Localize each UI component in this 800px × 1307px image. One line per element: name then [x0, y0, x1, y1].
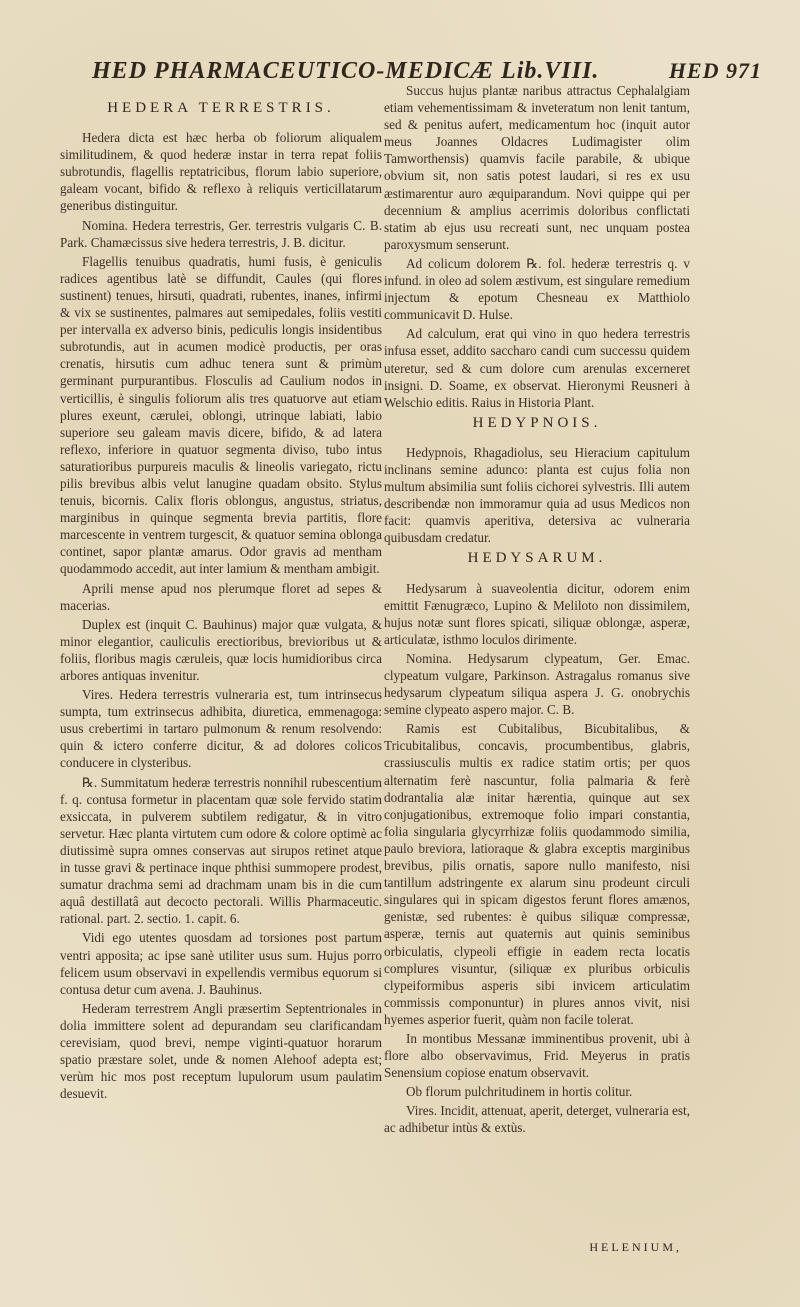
paragraph: Ramis est Cubitalibus, Bicubitalibus, & Tricubitalibus, concavis, procumbentibus, glabris, crassiusculis multis ex radice statim ortis; per quos alternatim ferè nascuntur, folia palmaria & ferè dodrantalia alæ initar hærentia, quinque aut sex conjugationibus, extremoque folio impari constantia, folia singularia glycyrrhizæ foliis quodammodo similia, paulo breviora, latioraque & glabra exceptis marginibus brevibus, pilis ornatis, sapore nullo manifesto, nisi tantillum adstringente ex alarum sinu prodeunt circuli singulares qui in spicam digestos ferunt flores amænos, genistæ, sed rubentes: è quibus siliquæ compressæ, asperæ, ternis aut quaternis aut quinis seminibus orbiculatis, clypeoli effigie in eadem recta locatis complures visuntur, (siliquæ ex pluribus orbiculis clypeiformibus asperis sibi invicem articulatim commissis componuntur) in plures annos vivit, nisi hyemes asperior fuerit, quàm non facile tolerat.: [384, 721, 690, 1027]
running-title: HED PHARMACEUTICO-MEDICÆ Lib.VIII.: [92, 58, 600, 84]
paragraph: Succus hujus plantæ naribus attractus Cephalalgiam etiam vehementissimam & inveteratum non lenit tantum, sed & penitus aufert, medicamentum hoc (inquit autor meus Joannes Oldacres Ludimagister olim Tamworthensis) quamvis facile parabile, & ubique obvium sit, non satis potest laudari, si res ex usu æstimarentur auro æquiparandum. Novi quippe qui per decennium & amplius acerrimis doloribus conflictati statim ab ejus usu recreati sunt, nec unquam postea paroxysmum senserunt.: [384, 83, 690, 252]
paragraph: Flagellis tenuibus quadratis, humi fusis, è geniculis radices agentibus latè se diffundit, Caules (qui flores sustinent) tenues, hirsuti, quadrati, rubentes, inanes, infirmi & vix se sustinentes, palmares aut semipedales, foliis vestiti per intervalla ex adverso binis, pediculis longis insidentibus subrotundis, aut in acumen modicè productis, per oras crenatis, hirsutis cum adhuc tenera sunt & primùm germinant purpurantibus. Flosculis ad Caulium nodos in verticillis, è singulis foliorum alis tres quatuorve aut etiam plures exeunt, cærulei, oblongi, utrinque labiati, labio superiore seu galeam mavis dicere, bifido, & ad latera reflexo, inferiore in quatuor segmenta diviso, tubo intus saturatioribus purpureis maculis & lineolis variegato, rictu pilis brevibus albis velut lanugine quadam obsito. Stylus tenuis, bicornis. Calix floris oblongus, angustus, striatus, marginibus in quinque segmenta brevia partitis, flore marcescente in ventrem turgescit, & quatuor semina oblonga continet, sapor plantæ amarus. Odor gravis ad mentham quodammodo accedit, aut inter lamium & mentham ambigit.: [60, 253, 382, 577]
running-right: HED: [668, 58, 720, 83]
page-number-group: [669, 58, 762, 84]
paragraph: Vires. Hedera terrestris vulneraria est, tum intrinsecus sumpta, tum extrinsecus adhibita, diuretica, emmenagoga: usus crebertimi in tartaro pulmonum & renum resolvendo: quin & ictero conferre dicitur, & ad dolores colicos conducere in clysteribus.: [60, 687, 382, 771]
paragraph: Vidi ego utentes quosdam ad torsiones post partum ventri apposita; ac ipse sanè utiliter usus sum. Hujus porro felicem usum observavi in expellendis vermibus equorum si contusa detur cum avena. J. Bauhinus.: [60, 930, 382, 997]
paragraph: Nomina. Hedera terrestris, Ger. terrestris vulgaris C. B. Park. Chamæcissus sive hedera terrestris, J. B. dicitur.: [60, 217, 382, 250]
paragraph: ℞. Summitatum hederæ terrestris nonnihil rubescentium f. q. contusa formetur in placentam quæ sole fervido statim exsiccata, in pulverem subtilem redigatur, & in vitro servetur. Hæc planta virtutem cum odore & colore optimè ac diutissimè supra omnes conservas aut sirupos retinet atque in tusse gravi & pertinace inque phthisi summopere prodest, sumatur drachma semi ad drachmam unam bis in die cum aquâ destillatâ aut decocto pectorali. Willis Pharmaceutic. rational. part. 2. sectio. 1. capit. 6.: [60, 774, 382, 927]
paragraph: Duplex est (inquit C. Bauhinus) major quæ vulgata, & minor elegantior, cauliculis erectioribus, brevioribus ut & foliis, floribus magis cæruleis, quæ locis humidioribus circa arbores antiquas invenitur.: [60, 616, 382, 683]
paragraph: Hedera dicta est hæc herba ob foliorum aliqualem similitudinem, & quod hederæ instar in terra repat foliis subrotundis, flagellis reptatricibus, florum labio superiore, galeam vocant, bifido & reflexo à reliquis verticillatarum generibus distinguitur.: [60, 130, 382, 214]
paragraph: Vires. Incidit, attenuat, aperit, deterget, vulneraria est, ac adhibetur intùs & extùs.: [384, 1103, 690, 1136]
paragraph: Hederam terrestrem Angli præsertim Septentrionales in dolia immittere solent ad depurandam seu clarificandam cerevisiam, quod brevi, nempe viginti-quatuor horarum spatio præstare solet, unde & nomen Alehoof adepta est; verùm hic mos post receptum lupulorum usum paulatim desuevit.: [60, 1000, 382, 1102]
paragraph: Hedysarum à suaveolentia dicitur, odorem enim emittit Fænugræco, Lupino & Meliloto non dissimilem, hujus notæ sunt flores spicati, siliquæ oblongæ, asperæ, articulatæ, isthmo loculos dirimente.: [384, 580, 690, 647]
paragraph: Nomina. Hedysarum clypeatum, Ger. Emac. clypeatum vulgare, Parkinson. Astragalus romanus sive hedysarum clypeatum siliqua aspera J. G. onobrychis semine clypeato aspero major. C. B.: [384, 650, 690, 718]
paragraph: Ad calculum, erat qui vino in quo hedera terrestris infusa esset, addito saccharo candi cum successu quidem uteretur, sed & cum dolore cum arenulas excerneret insigni. D. Soame, ex observat. Hieronymi Reusneri à Welschio editis. Raius in Historia Plant.: [384, 326, 690, 410]
section-heading-hedera-terrestris: HEDERA TERRESTRIS.: [107, 100, 335, 116]
paragraph: Aprili mense apud nos plerumque floret ad sepes & macerias.: [60, 580, 382, 613]
paragraph: In montibus Messanæ imminentibus provenit, ubi à flore albo observavimus, Frid. Meyerus in pratis Senensium copiose enatum observavit.: [384, 1030, 690, 1081]
paragraph: Ad colicum dolorem ℞. fol. hederæ terrestris q. v infund. in oleo ad solem æstivum, est singulare remedium injectum & epotum Chesneau ex Matthiolo communicavit D. Hulse.: [384, 255, 690, 323]
paragraph: Ob florum pulchritudinem in hortis colitur.: [406, 1084, 633, 1100]
right-column: [384, 82, 690, 1139]
page-number: 971: [726, 58, 762, 83]
paragraph: Hedypnois, Rhagadiolus, seu Hieracium capitulum inclinans semine adunco: planta est cujus folia non multum absimilia sunt foliis cichorei sylvestris. Illi autem describendæ non immoramur quia ad usus Medicos non facit: quamvis aperitiva, detersiva ac vulneraria quibusdam credatur.: [384, 444, 690, 546]
section-heading-hedypnois: HEDYPNOIS.: [472, 414, 602, 431]
left-column: [60, 96, 382, 1104]
section-heading-hedysarum: HEDYSARUM.: [467, 550, 607, 567]
catchword: HELENIUM,: [589, 1240, 682, 1254]
